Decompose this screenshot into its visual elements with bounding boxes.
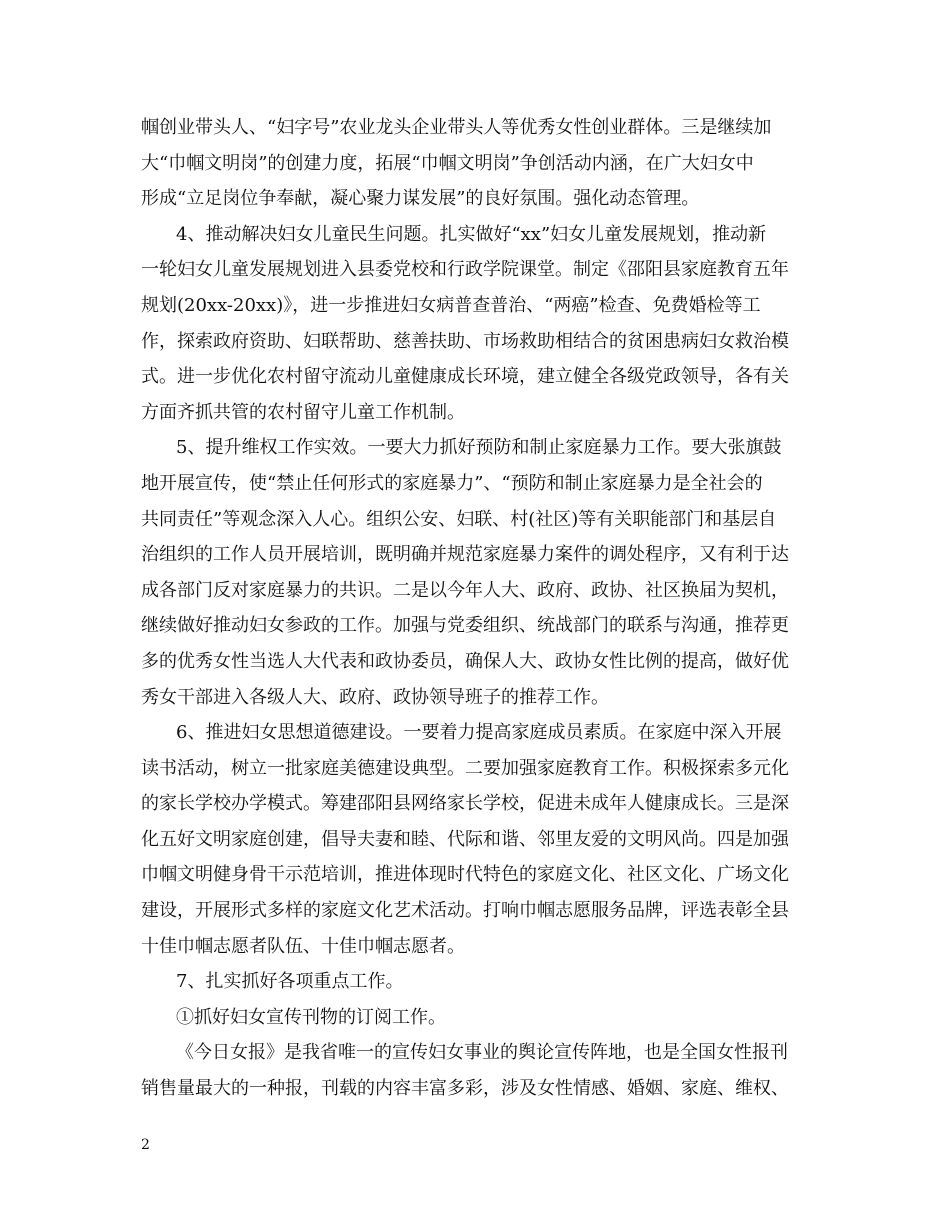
text-line: 《今日女报》是我省唯一的宣传妇女事业的舆论宣传阵地，也是全国女性报刊	[176, 1042, 788, 1064]
text-line: 6、推进妇女思想道德建设。一要着力提高家庭成员素质。在家庭中深入开展	[176, 722, 782, 744]
text-line: 5、提升维权工作实效。一要大力抓好预防和制止家庭暴力工作。要大张旗鼓	[176, 437, 782, 459]
text-line: 继续做好推动妇女参政的工作。加强与党委组织、统战部门的联系与沟通，推荐更	[141, 615, 789, 637]
text-line: 形成“立足岗位争奉献，凝心聚力谋发展”的良好氛围。强化动态管理。	[141, 188, 700, 210]
text-line: ①抓好妇女宣传刊物的订阅工作。	[176, 1006, 446, 1028]
text-line: 秀女干部进入各级人大、政府、政协领导班子的推荐工作。	[141, 686, 609, 708]
text-line: 7、扎实抓好各项重点工作。	[176, 971, 404, 993]
text-line: 多的优秀女性当选人大代表和政协委员，确保人大、政协女性比例的提高，做好优	[141, 650, 789, 672]
text-line: 作，探索政府资助、妇联帮助、慈善扶助、市场救助相结合的贫困患病妇女救治模	[141, 330, 789, 352]
text-line: 共同责任”等观念深入人心。组织公安、妇联、村(社区)等有关职能部门和基层自	[141, 508, 777, 530]
text-line: 化五好文明家庭创建，倡导夫妻和睦、代际和谐、邻里友爱的文明风尚。四是加强	[141, 828, 789, 850]
text-line: 成各部门反对家庭暴力的共识。二是以今年人大、政府、政协、社区换届为契机，	[141, 579, 789, 601]
text-line: 治组织的工作人员开展培训，既明确并规范家庭暴力案件的调处程序，又有利于达	[141, 544, 789, 566]
text-line: 4、推动解决妇女儿童民生问题。扎实做好“xx”妇女儿童发展规划，推动新	[176, 223, 767, 245]
text-line: 规划(20xx-20xx)》，进一步推进妇女病普查普治、“两癌”检查、免费婚检等工	[141, 294, 761, 316]
text-line: 的家长学校办学模式。筹建邵阳县网络家长学校，促进未成年人健康成长。三是深	[141, 793, 789, 815]
text-line: 建设，开展形式多样的家庭文化艺术活动。打响巾帼志愿服务品牌，评选表彰全县	[141, 900, 789, 922]
text-line: 大“巾帼文明岗”的创建力度，拓展“巾帼文明岗”争创活动内涵，在广大妇女中	[141, 152, 754, 174]
text-line: 读书活动，树立一批家庭美德建设典型。二要加强家庭教育工作。积极探索多元化	[141, 757, 789, 779]
text-line: 一轮妇女儿童发展规划进入县委党校和行政学院课堂。制定《邵阳县家庭教育五年	[141, 259, 789, 281]
page-number: 2	[141, 1137, 150, 1153]
text-line: 巾帼文明健身骨干示范培训，推进体现时代特色的家庭文化、社区文化、广场文化	[141, 864, 789, 886]
text-line: 十佳巾帼志愿者队伍、十佳巾帼志愿者。	[141, 935, 465, 957]
body-text	[141, 110, 812, 1107]
text-line: 销售量最大的一种报，刊载的内容丰富多彩，涉及女性情感、婚姻、家庭、维权、	[141, 1078, 789, 1100]
text-line: 方面齐抓共管的农村留守儿童工作机制。	[141, 401, 465, 423]
text-line: 式。进一步优化农村留守流动儿童健康成长环境，建立健全各级党政领导，各有关	[141, 366, 789, 388]
text-line: 帼创业带头人、“妇字号”农业龙头企业带头人等优秀女性创业群体。三是继续加	[141, 117, 772, 138]
text-line: 地开展宣传，使“禁止任何形式的家庭暴力”、“预防和制止家庭暴力是全社会的	[141, 472, 763, 494]
